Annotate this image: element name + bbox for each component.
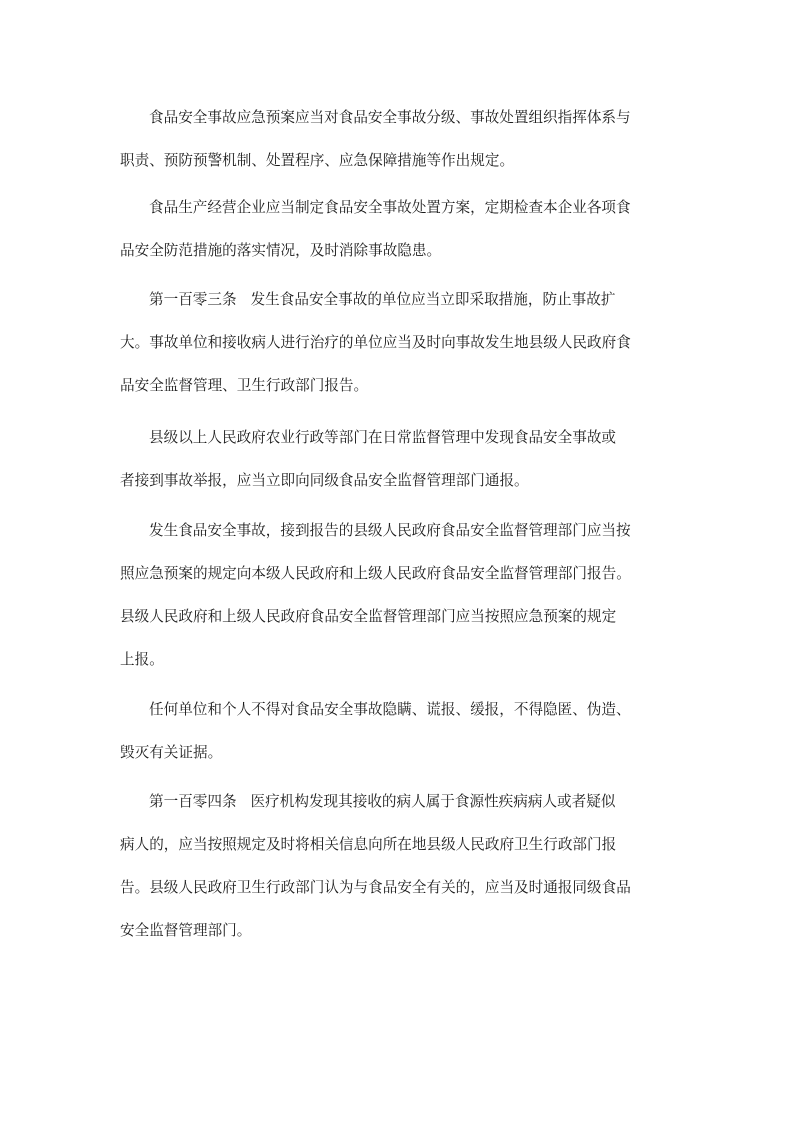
paragraph-line: 县级人民政府和上级人民政府食品安全监督管理部门应当按照应急预案的规定 — [120, 608, 617, 625]
paragraph-line — [149, 792, 615, 812]
paragraph-line: 者接到事故举报，应当立即向同级食品安全监督管理部门通报。 — [120, 472, 529, 489]
paragraph-line: 食品安全事故应急预案应当对食品安全事故分级、事故处置组织指挥体系与 — [149, 109, 631, 126]
paragraph-line: 告。县级人民政府卫生行政部门认为与食品安全有关的，应当及时通报同级食品 — [120, 879, 631, 896]
article-number: 第一百零三条 — [149, 291, 237, 308]
paragraph-line: 毁灭有关证据。 — [120, 744, 223, 761]
paragraph-line: 上报。 — [120, 651, 164, 668]
paragraph-line: 任何单位和个人不得对食品安全事故隐瞒、谎报、缓报，不得隐匿、伪造、 — [149, 701, 631, 718]
paragraph-line: 大。事故单位和接收病人进行治疗的单位应当及时向事故发生地县级人民政府食 — [120, 334, 631, 351]
paragraph-line: 食品生产经营企业应当制定食品安全事故处置方案，定期检查本企业各项食 — [149, 199, 631, 216]
paragraph-line: 品安全防范措施的落实情况，及时消除事故隐患。 — [120, 242, 442, 259]
paragraph-line: 发生食品安全事故，接到报告的县级人民政府食品安全监督管理部门应当按 — [149, 522, 631, 539]
article-text: 医疗机构发现其接收的病人属于食源性疾病病人或者疑似 — [250, 793, 616, 810]
paragraph-line: 职责、预防预警机制、处置程序、应急保障措施等作出规定。 — [120, 152, 515, 169]
paragraph-line: 县级以上人民政府农业行政等部门在日常监督管理中发现食品安全事故或 — [149, 429, 617, 446]
paragraph-line — [149, 290, 615, 310]
article-number: 第一百零四条 — [149, 793, 237, 810]
paragraph-line: 病人的，应当按照规定及时将相关信息向所在地县级人民政府卫生行政部门报 — [120, 836, 617, 853]
paragraph-line: 安全监督管理部门。 — [120, 922, 252, 939]
paragraph-line: 照应急预案的规定向本级人民政府和上级人民政府食品安全监督管理部门报告。 — [120, 565, 631, 582]
paragraph-line: 品安全监督管理、卫生行政部门报告。 — [120, 377, 369, 394]
article-text: 发生食品安全事故的单位应当立即采取措施，防止事故扩 — [250, 291, 616, 308]
